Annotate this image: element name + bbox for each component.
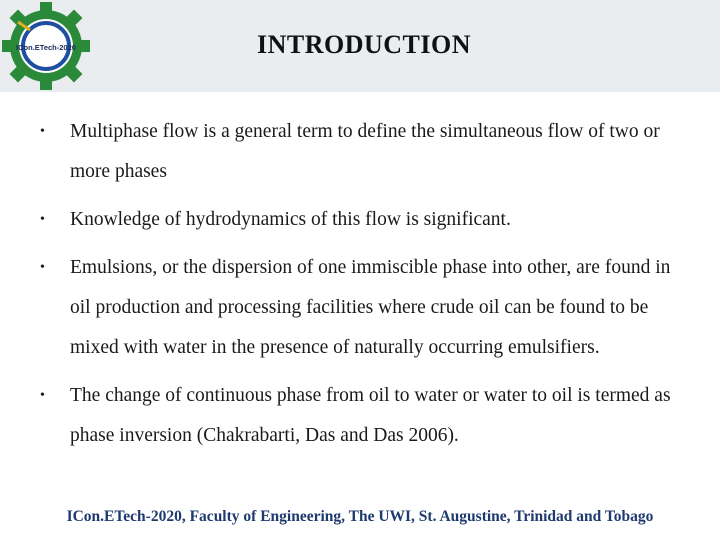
slide-title: INTRODUCTION xyxy=(256,30,472,59)
footer-caption: ICon.ETech-2020, Faculty of Engineering, The UWI, St. Augustine, Trinidad and Tobago xyxy=(66,508,654,525)
bullet-list xyxy=(40,112,690,464)
bullet-text: Knowledge of hydrodynamics of this flow is significant. xyxy=(70,209,511,230)
svg-text:ICon.ETech-2020: ICon.ETech-2020 xyxy=(16,43,76,52)
bullet-text: The change of continuous phase from oil to water or water to oil is termed as phase inversion (Chakrabarti, Das and Das 2006). xyxy=(70,385,671,446)
bullet-item xyxy=(40,200,690,240)
bullet-marker: • xyxy=(40,260,45,275)
bullet-item xyxy=(40,112,690,192)
bullet-item xyxy=(40,248,690,368)
bullet-marker: • xyxy=(40,212,45,227)
bullet-marker: • xyxy=(40,388,45,403)
bullet-marker: • xyxy=(40,124,45,139)
bullet-item xyxy=(40,376,690,456)
bullet-text: Multiphase flow is a general term to define the simultaneous flow of two or more phases xyxy=(70,121,660,182)
bullet-text: Emulsions, or the dispersion of one immiscible phase into other, are found in oil production and processing facilities where crude oil can be found to be mixed with water in the presence of naturally occurring emulsifiers. xyxy=(70,257,671,358)
